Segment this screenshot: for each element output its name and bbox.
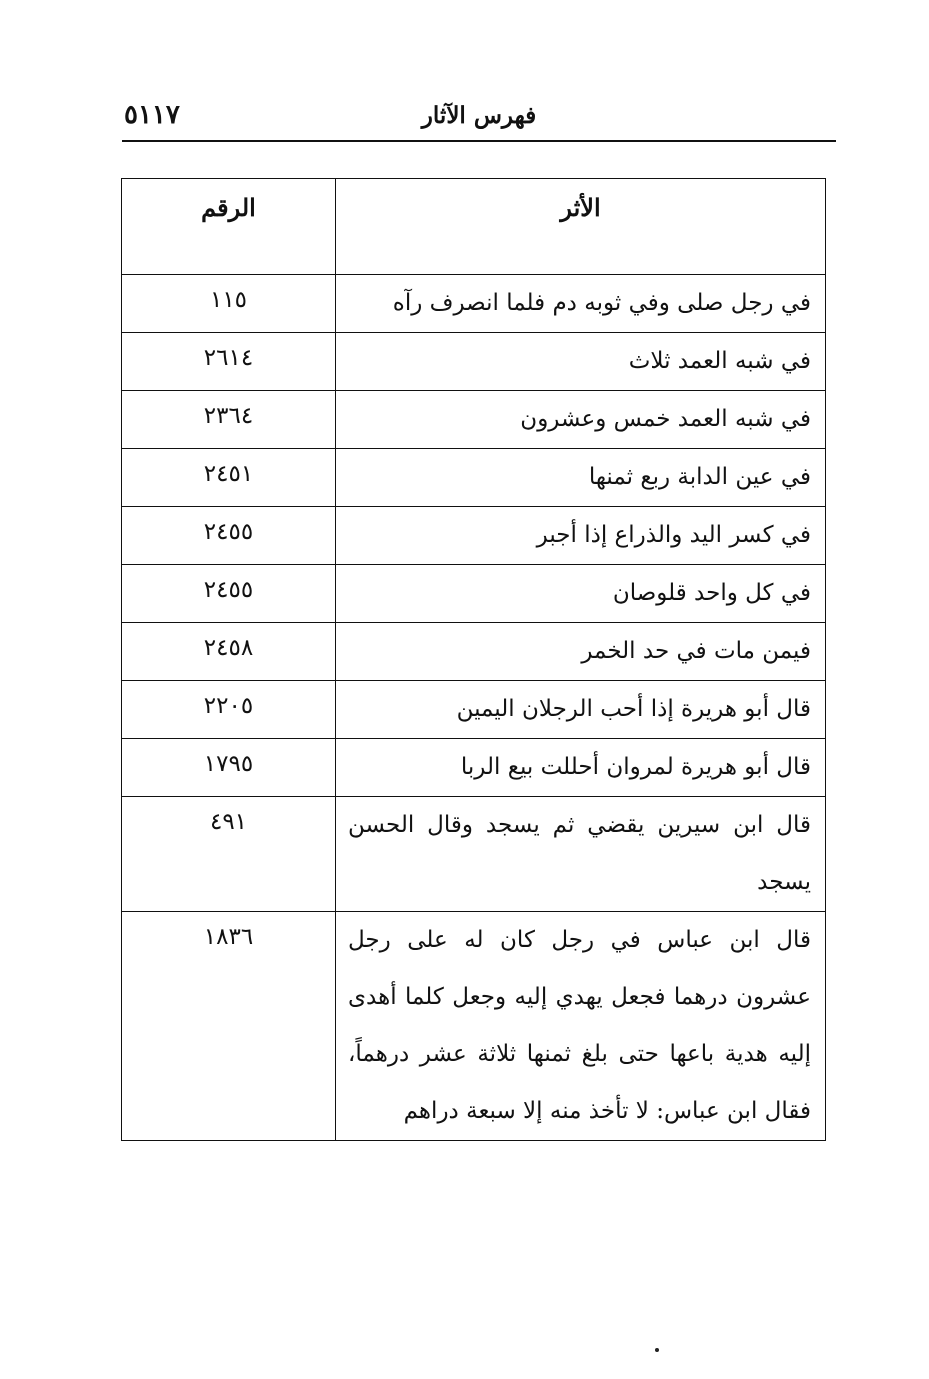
athar-index-table — [121, 178, 826, 1141]
table-row — [122, 681, 826, 739]
athar-number: ٢٢٠٥ — [122, 681, 336, 739]
athar-number: ٢٤٥٨ — [122, 623, 336, 681]
athar-text: فيمن مات في حد الخمر — [336, 623, 826, 681]
table-row — [122, 275, 826, 333]
table-row — [122, 449, 826, 507]
page-number: ٥١١٧ — [124, 100, 180, 130]
athar-number: ١١٥ — [122, 275, 336, 333]
athar-number: ٢٤٥٥ — [122, 507, 336, 565]
table-row — [122, 912, 826, 1141]
athar-text: قال ابن سيرين يقضي ثم يسجد وقال الحسن يسجد — [336, 797, 826, 912]
athar-number: ٢٣٦٤ — [122, 391, 336, 449]
athar-text: في رجل صلى وفي ثوبه دم فلما انصرف رآه — [336, 275, 826, 333]
table-row — [122, 739, 826, 797]
athar-number: ١٨٣٦ — [122, 912, 336, 1141]
column-header-number: الرقم — [122, 179, 336, 275]
athar-number: ٢٤٥١ — [122, 449, 336, 507]
table-row — [122, 623, 826, 681]
table-row — [122, 565, 826, 623]
header-rule — [122, 140, 836, 142]
athar-text: في شبه العمد خمس وعشرون — [336, 391, 826, 449]
table-row — [122, 333, 826, 391]
athar-text: في كسر اليد والذراع إذا أجبر — [336, 507, 826, 565]
table-row — [122, 507, 826, 565]
page-title: فهرس الآثار — [421, 102, 537, 129]
index-table-container — [121, 178, 825, 1141]
athar-number: ١٧٩٥ — [122, 739, 336, 797]
column-header-athar: الأثر — [336, 179, 826, 275]
athar-text: قال أبو هريرة إذا أحب الرجلان اليمين — [336, 681, 826, 739]
table-header-row — [122, 179, 826, 275]
athar-text: في كل واحد قلوصان — [336, 565, 826, 623]
athar-number: ٢٤٥٥ — [122, 565, 336, 623]
athar-number: ٢٦١٤ — [122, 333, 336, 391]
table-row — [122, 797, 826, 912]
athar-number: ٤٩١ — [122, 797, 336, 912]
athar-text: قال ابن عباس في رجل كان له على رجل عشرون درهما فجعل يهدي إليه وجعل كلما أهدى إليه هدية باعها حتى بلغ ثمنها ثلاثة عشر درهماً، فقال ابن عباس: لا تأخذ منه إلا سبعة دراهم — [336, 912, 826, 1141]
athar-text: في شبه العمد ثلاث — [336, 333, 826, 391]
table-row — [122, 391, 826, 449]
athar-text: في عين الدابة ربع ثمنها — [336, 449, 826, 507]
page-header — [122, 96, 836, 140]
athar-text: قال أبو هريرة لمروان أحللت بيع الربا — [336, 739, 826, 797]
stray-dot — [655, 1348, 659, 1352]
